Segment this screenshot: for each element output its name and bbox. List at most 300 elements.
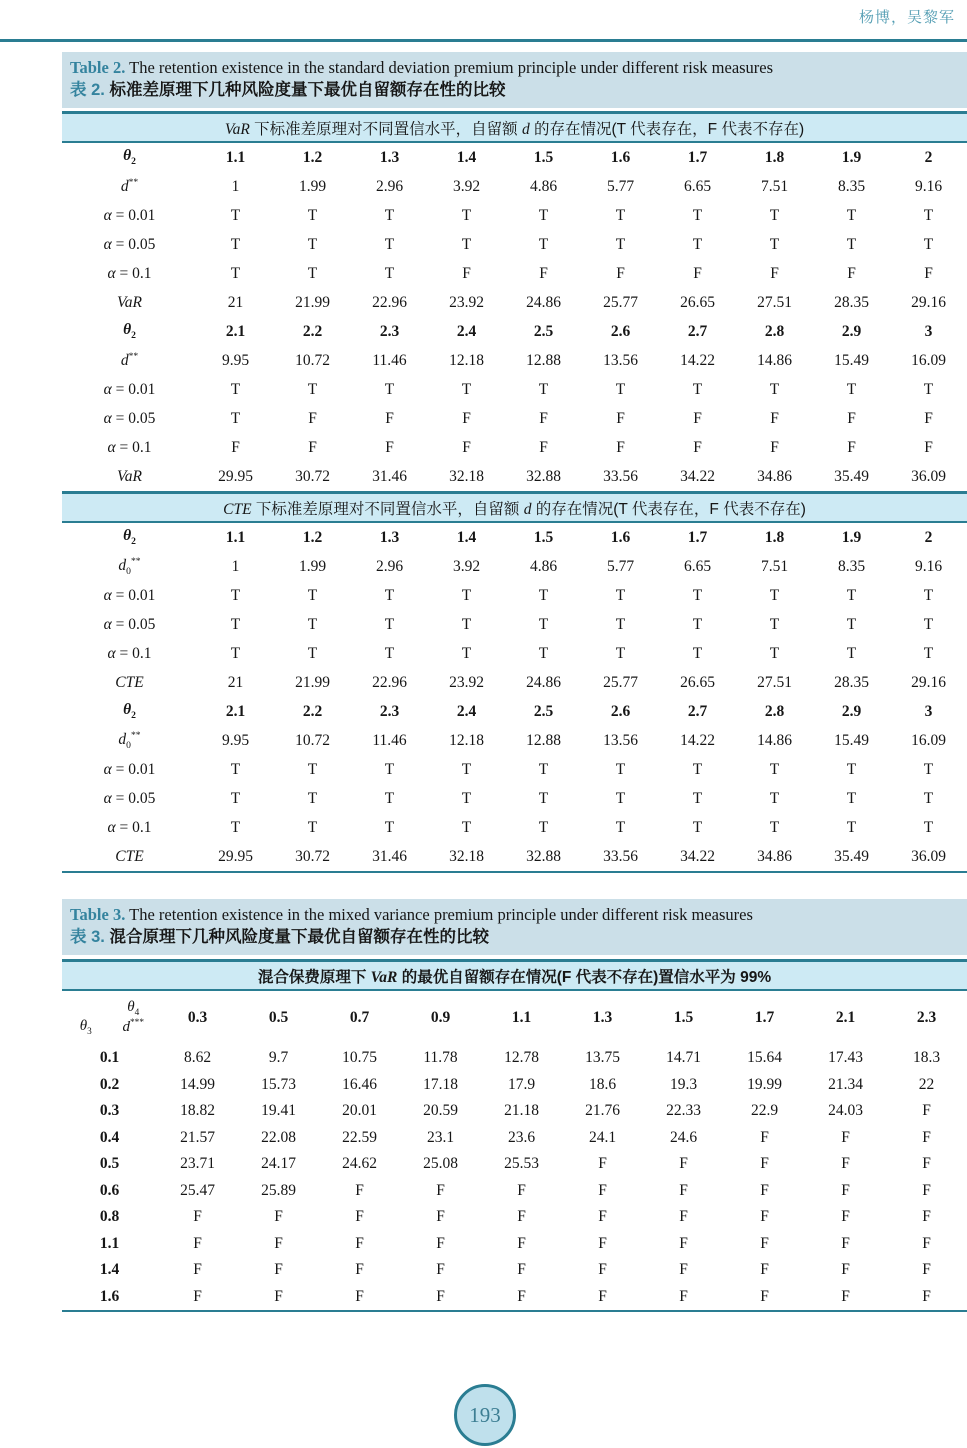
table-cell: F [462, 409, 471, 427]
table-cell: 22.9 [750, 1102, 779, 1120]
math-label: α = 0.01 [103, 380, 156, 398]
table-cell: 1.9 [841, 528, 862, 546]
column-header: 0.3 [187, 1009, 208, 1026]
table-cell: 19.3 [669, 1075, 698, 1093]
table-cell: T [461, 818, 472, 836]
row-label [62, 142, 197, 172]
table-cell: 14.86 [757, 351, 792, 369]
table-cell: F [193, 1234, 202, 1252]
math-label: $\theta_2$ [123, 147, 136, 168]
table-row [62, 726, 967, 755]
column-header: 0.9 [430, 1009, 451, 1026]
table-cell: F [679, 1181, 688, 1199]
table-cell: F [760, 1128, 769, 1146]
table3-caption-en [70, 904, 957, 926]
table-cell: 32.88 [505, 842, 582, 872]
table-cell: T [615, 380, 626, 398]
table-cell: 29.16 [911, 673, 946, 691]
table-cell: 32.88 [526, 467, 561, 485]
math-label: $\theta_2$ [123, 701, 136, 722]
table-row [62, 1257, 967, 1284]
table-cell: 26.65 [680, 673, 715, 691]
table-cell: 4.86 [529, 177, 558, 195]
table-cell: 1.99 [298, 557, 327, 575]
table-cell: 1.8 [764, 528, 785, 546]
table-cell: F [922, 1234, 931, 1252]
table-cell: 8.35 [837, 177, 866, 195]
table-row [62, 610, 967, 639]
math-label: α = 0.05 [103, 235, 156, 253]
table-cell: F [693, 438, 702, 456]
table-cell: T [384, 818, 395, 836]
row-label [62, 172, 197, 201]
page-number-badge [454, 1384, 516, 1446]
table-cell: 14.71 [666, 1049, 701, 1067]
table-row [62, 1151, 967, 1178]
table-cell: 3 [924, 322, 933, 340]
table-cell: 7.51 [760, 177, 789, 195]
table-cell: F [679, 1155, 688, 1173]
table-cell: F [847, 409, 856, 427]
math-label: α = 0.01 [103, 760, 156, 778]
table2 [62, 111, 967, 873]
table-cell: F [922, 1102, 931, 1120]
table-cell: F [760, 1181, 769, 1199]
table-cell: 24.86 [526, 673, 561, 691]
table-cell: T [615, 235, 626, 253]
math-label: d*** [122, 1018, 144, 1035]
table-cell: F [274, 1234, 283, 1252]
table-cell: 10.72 [295, 731, 330, 749]
table-cell: 17.18 [423, 1075, 458, 1093]
table-cell: T [461, 644, 472, 662]
table3-header-row [62, 990, 967, 1045]
table-row [62, 1204, 967, 1231]
table-cell: T [923, 644, 934, 662]
row-label: 0.3 [99, 1102, 120, 1120]
table-cell: 7.51 [760, 557, 789, 575]
table-cell: 36.09 [911, 467, 946, 485]
table-cell: T [846, 586, 857, 604]
table-cell: T [307, 760, 318, 778]
table-cell: 20.59 [423, 1102, 458, 1120]
table-cell: T [615, 206, 626, 224]
table-cell: T [538, 644, 549, 662]
table-cell: 11.46 [372, 351, 407, 369]
table-cell: T [461, 586, 472, 604]
table-row [62, 697, 967, 726]
table-cell: F [598, 1155, 607, 1173]
table-cell: 2.2 [302, 322, 323, 340]
table-cell: T [461, 206, 472, 224]
table-cell: T [384, 789, 395, 807]
table-row [62, 1125, 967, 1152]
table-cell: 2.4 [456, 322, 477, 340]
table-cell: 10.75 [342, 1049, 377, 1067]
table-cell: F [760, 1155, 769, 1173]
table-cell: F [922, 1181, 931, 1199]
table-cell: T [692, 789, 703, 807]
table-cell: 2.96 [375, 177, 404, 195]
table-cell: T [230, 380, 241, 398]
table-cell: T [769, 586, 780, 604]
table3-caption [62, 899, 967, 955]
table-row [62, 581, 967, 610]
table-row [62, 433, 967, 462]
table-cell: 21.57 [180, 1128, 215, 1146]
table-cell: T [692, 235, 703, 253]
row-label: 0.5 [99, 1155, 120, 1173]
table-cell: 10.72 [295, 351, 330, 369]
table-cell: 5.77 [606, 177, 635, 195]
table-cell: 1 [231, 557, 240, 575]
table-cell: F [562, 1284, 643, 1312]
table-cell: T [769, 206, 780, 224]
table-cell: 2.96 [375, 557, 404, 575]
table-cell: 3 [924, 702, 933, 720]
table-cell: 3.92 [452, 557, 481, 575]
table-cell: 27.51 [757, 673, 792, 691]
table-cell: F [517, 1261, 526, 1279]
table-cell: F [517, 1208, 526, 1226]
table-cell: F [539, 264, 548, 282]
row-label [62, 668, 197, 697]
table-cell: 2.2 [302, 702, 323, 720]
table-row [62, 755, 967, 784]
table-row [62, 404, 967, 433]
table-row [62, 1231, 967, 1258]
table-row [62, 346, 967, 375]
table-cell: T [769, 644, 780, 662]
table-cell: T [615, 789, 626, 807]
table-cell: 32.18 [449, 467, 484, 485]
table-cell: 9.95 [221, 731, 250, 749]
table-cell: 1.99 [298, 177, 327, 195]
column-header: 1.1 [511, 1009, 532, 1026]
table-cell: F [385, 409, 394, 427]
row-label [62, 462, 197, 493]
section-title: 混合保费原理下 VaR 的最优自留额存在情况(F 代表不存在)置信水平为 99% [62, 961, 967, 991]
table2-caption-cn [70, 79, 957, 101]
math-label: CTE [115, 847, 144, 865]
math-label: $\theta_2$ [123, 527, 136, 548]
table-cell: 6.65 [683, 177, 712, 195]
table-cell: 22.08 [261, 1128, 296, 1146]
table-cell: 12.88 [526, 731, 561, 749]
table-cell: 8.35 [837, 557, 866, 575]
table-cell: F [231, 438, 240, 456]
column-header: 0.5 [268, 1009, 289, 1026]
table-cell: F [539, 409, 548, 427]
table-cell: F [436, 1234, 445, 1252]
table-cell: 18.82 [180, 1102, 215, 1120]
math-label: α = 0.05 [103, 615, 156, 633]
row-label [62, 522, 197, 552]
table-cell: F [770, 438, 779, 456]
table-cell: 29.16 [911, 293, 946, 311]
row-label: 0.4 [99, 1128, 120, 1146]
table-cell: 4.86 [529, 557, 558, 575]
table-cell: 1.9 [841, 148, 862, 166]
table-cell: 22.59 [342, 1128, 377, 1146]
table-cell: 30.72 [295, 467, 330, 485]
table-cell: F [355, 1181, 364, 1199]
table-cell: 2.5 [533, 322, 554, 340]
table-cell: 16.09 [911, 351, 946, 369]
table-cell: T [384, 264, 395, 282]
table-cell: 1.7 [687, 148, 708, 166]
table-cell: F [922, 1261, 931, 1279]
column-header: 1.7 [754, 1009, 775, 1026]
math-label: α = 0.1 [107, 264, 152, 282]
table-row [62, 1045, 967, 1072]
column-header: 2.1 [835, 1009, 856, 1026]
table-cell: T [384, 235, 395, 253]
table-cell: 25.89 [261, 1181, 296, 1199]
section-title: VaR 下标准差原理对不同置信水平，自留额 d 的存在情况(T 代表存在，F 代表不存在) [62, 113, 967, 143]
table-row [62, 552, 967, 581]
table-cell: T [384, 380, 395, 398]
math-label: α = 0.01 [103, 206, 156, 224]
table-cell: 24.03 [828, 1102, 863, 1120]
table-cell: 2 [924, 528, 933, 546]
table-cell: 34.86 [757, 467, 792, 485]
table-cell: 25.53 [504, 1155, 539, 1173]
table-cell: 12.78 [504, 1049, 539, 1067]
row-label [62, 230, 197, 259]
table-cell: T [538, 380, 549, 398]
table-cell: 35.49 [834, 467, 869, 485]
row-label [62, 375, 197, 404]
table-cell: T [230, 409, 241, 427]
table-cell: F [924, 438, 933, 456]
row-label [62, 259, 197, 288]
table-cell: T [923, 789, 934, 807]
table-cell: 2.9 [841, 322, 862, 340]
table-cell: T [692, 644, 703, 662]
table-cell: T [230, 818, 241, 836]
table-row [62, 288, 967, 317]
header-rule [0, 39, 967, 42]
table-cell: 14.22 [680, 351, 715, 369]
table-cell: 17.9 [507, 1075, 536, 1093]
table-cell: 1.2 [302, 528, 323, 546]
row-label [62, 755, 197, 784]
table-cell: 22 [918, 1075, 935, 1093]
math-label: α = 0.05 [103, 409, 156, 427]
table-cell: 1.3 [379, 528, 400, 546]
table-cell: T [461, 615, 472, 633]
row-label [62, 288, 197, 317]
table2-caption-en-label: Table 2. [70, 58, 126, 77]
table-cell: T [230, 586, 241, 604]
table-cell: T [846, 789, 857, 807]
table-cell: 24.6 [669, 1128, 698, 1146]
table-cell: 29.95 [218, 467, 253, 485]
table-cell: 1.2 [302, 148, 323, 166]
math-label: $\theta_2$ [123, 321, 136, 342]
table-cell: T [923, 760, 934, 778]
table-cell: T [538, 818, 549, 836]
table-cell: 12.88 [526, 351, 561, 369]
table-cell: T [846, 644, 857, 662]
table-cell: T [923, 206, 934, 224]
table-cell: T [846, 615, 857, 633]
table-cell: 23.92 [449, 673, 484, 691]
table-cell: F [436, 1208, 445, 1226]
table-cell: 9.7 [268, 1049, 289, 1067]
table-cell: F [841, 1128, 850, 1146]
table-row [62, 1098, 967, 1125]
table2-caption-cn-label: 表 2. [70, 81, 105, 100]
table3-caption-cn-text: 混合原理下几种风险度量下最优自留额存在性的比较 [104, 928, 489, 947]
table-cell: T [846, 818, 857, 836]
table-cell: T [538, 760, 549, 778]
table3-corner-cell [62, 990, 157, 1045]
table-cell: F [760, 1208, 769, 1226]
column-header: 0.7 [349, 1009, 370, 1026]
table-cell: F [760, 1261, 769, 1279]
table-cell: T [615, 644, 626, 662]
table-cell: 11.46 [372, 731, 407, 749]
table-cell: F [679, 1208, 688, 1226]
table-cell: F [847, 264, 856, 282]
table-cell: 12.18 [449, 351, 484, 369]
table-cell: T [615, 586, 626, 604]
table-cell: T [769, 380, 780, 398]
table-cell: F [319, 1284, 400, 1312]
table-cell: 13.56 [603, 731, 638, 749]
table-cell: 1.7 [687, 528, 708, 546]
table-cell: T [615, 615, 626, 633]
table-row [62, 1284, 967, 1312]
table-cell: 11.78 [423, 1049, 458, 1067]
table-cell: 1.8 [764, 148, 785, 166]
table-cell: 1.4 [456, 528, 477, 546]
table-cell: 13.56 [603, 351, 638, 369]
table-cell: 22.96 [372, 673, 407, 691]
table-cell: 21.99 [295, 673, 330, 691]
table-cell: 9.16 [914, 177, 943, 195]
table-cell: F [598, 1181, 607, 1199]
column-header: 2.3 [916, 1009, 937, 1026]
table-cell: 2.6 [610, 702, 631, 720]
table-cell: F [841, 1155, 850, 1173]
table-cell: T [538, 615, 549, 633]
row-label: 0.6 [99, 1181, 120, 1199]
table-cell: F [238, 1284, 319, 1312]
table-cell: 25.77 [603, 673, 638, 691]
table-row [62, 522, 967, 552]
table-cell: T [384, 206, 395, 224]
table-cell: T [307, 644, 318, 662]
table-cell: T [923, 818, 934, 836]
table-cell: 19.99 [747, 1075, 782, 1093]
table-cell: 2.1 [225, 322, 246, 340]
table-cell: 15.49 [834, 351, 869, 369]
table-row [62, 201, 967, 230]
table-cell: T [230, 789, 241, 807]
table-cell: 24.86 [526, 293, 561, 311]
table-cell: T [307, 615, 318, 633]
row-label: 0.2 [99, 1075, 120, 1093]
table-cell: T [923, 586, 934, 604]
table-cell: T [692, 818, 703, 836]
table-cell: 33.56 [582, 842, 659, 872]
table-cell: 27.51 [757, 293, 792, 311]
table-cell: T [230, 235, 241, 253]
row-label [62, 726, 197, 755]
table-row [62, 230, 967, 259]
table3 [62, 959, 967, 1312]
table-cell: 18.3 [912, 1049, 941, 1067]
table-cell: F [385, 438, 394, 456]
row-label [62, 610, 197, 639]
table-cell: 33.56 [603, 467, 638, 485]
table-cell: T [923, 235, 934, 253]
table-cell: 25.77 [603, 293, 638, 311]
table-cell: 21 [227, 293, 244, 311]
table-cell: F [924, 409, 933, 427]
table-cell: T [384, 615, 395, 633]
table-cell: F [679, 1261, 688, 1279]
table-cell: 2.3 [379, 322, 400, 340]
table-cell: T [461, 760, 472, 778]
table-cell: 1.6 [610, 528, 631, 546]
table-cell: F [481, 1284, 562, 1312]
table-cell: F [770, 264, 779, 282]
row-label: 1.6 [62, 1284, 157, 1312]
math-label: α = 0.1 [107, 644, 152, 662]
table-cell: 14.86 [757, 731, 792, 749]
table-cell: T [538, 789, 549, 807]
section-title: CTE 下标准差原理对不同置信水平，自留额 d 的存在情况(T 代表存在，F 代表不存在) [62, 493, 967, 523]
table-cell: 18.6 [588, 1075, 617, 1093]
table-cell: F [274, 1261, 283, 1279]
table-cell: 31.46 [372, 467, 407, 485]
table3-caption-en-text: The retention existence in the mixed variance premium principle under different risk measures [125, 905, 753, 924]
table-cell: T [846, 760, 857, 778]
math-label: $d_0^{**}$ [118, 729, 141, 752]
table-cell: 28.35 [834, 673, 869, 691]
table-cell: 26.65 [680, 293, 715, 311]
table-cell: T [769, 615, 780, 633]
section-title-row [62, 113, 967, 143]
table-cell: T [538, 206, 549, 224]
table-cell: 1.5 [533, 148, 554, 166]
table-cell: T [846, 380, 857, 398]
table-cell: F [922, 1128, 931, 1146]
table-cell: 24.1 [588, 1128, 617, 1146]
table-cell: F [886, 1284, 967, 1312]
row-label: 0.1 [99, 1049, 120, 1067]
row-label [62, 346, 197, 375]
table-cell: F [355, 1234, 364, 1252]
table-cell: 1.3 [379, 148, 400, 166]
row-label [62, 317, 197, 346]
table-cell: 2.3 [379, 702, 400, 720]
table-cell: 12.18 [449, 731, 484, 749]
table-cell: 1.4 [456, 148, 477, 166]
table-cell: T [692, 615, 703, 633]
table-cell: F [924, 264, 933, 282]
table3-caption-cn-label: 表 3. [70, 928, 105, 947]
table-cell: F [355, 1208, 364, 1226]
math-label: $d_0^{**}$ [118, 555, 141, 578]
table-cell: 21.18 [504, 1102, 539, 1120]
table-cell: 2.1 [225, 702, 246, 720]
table-cell: T [692, 206, 703, 224]
